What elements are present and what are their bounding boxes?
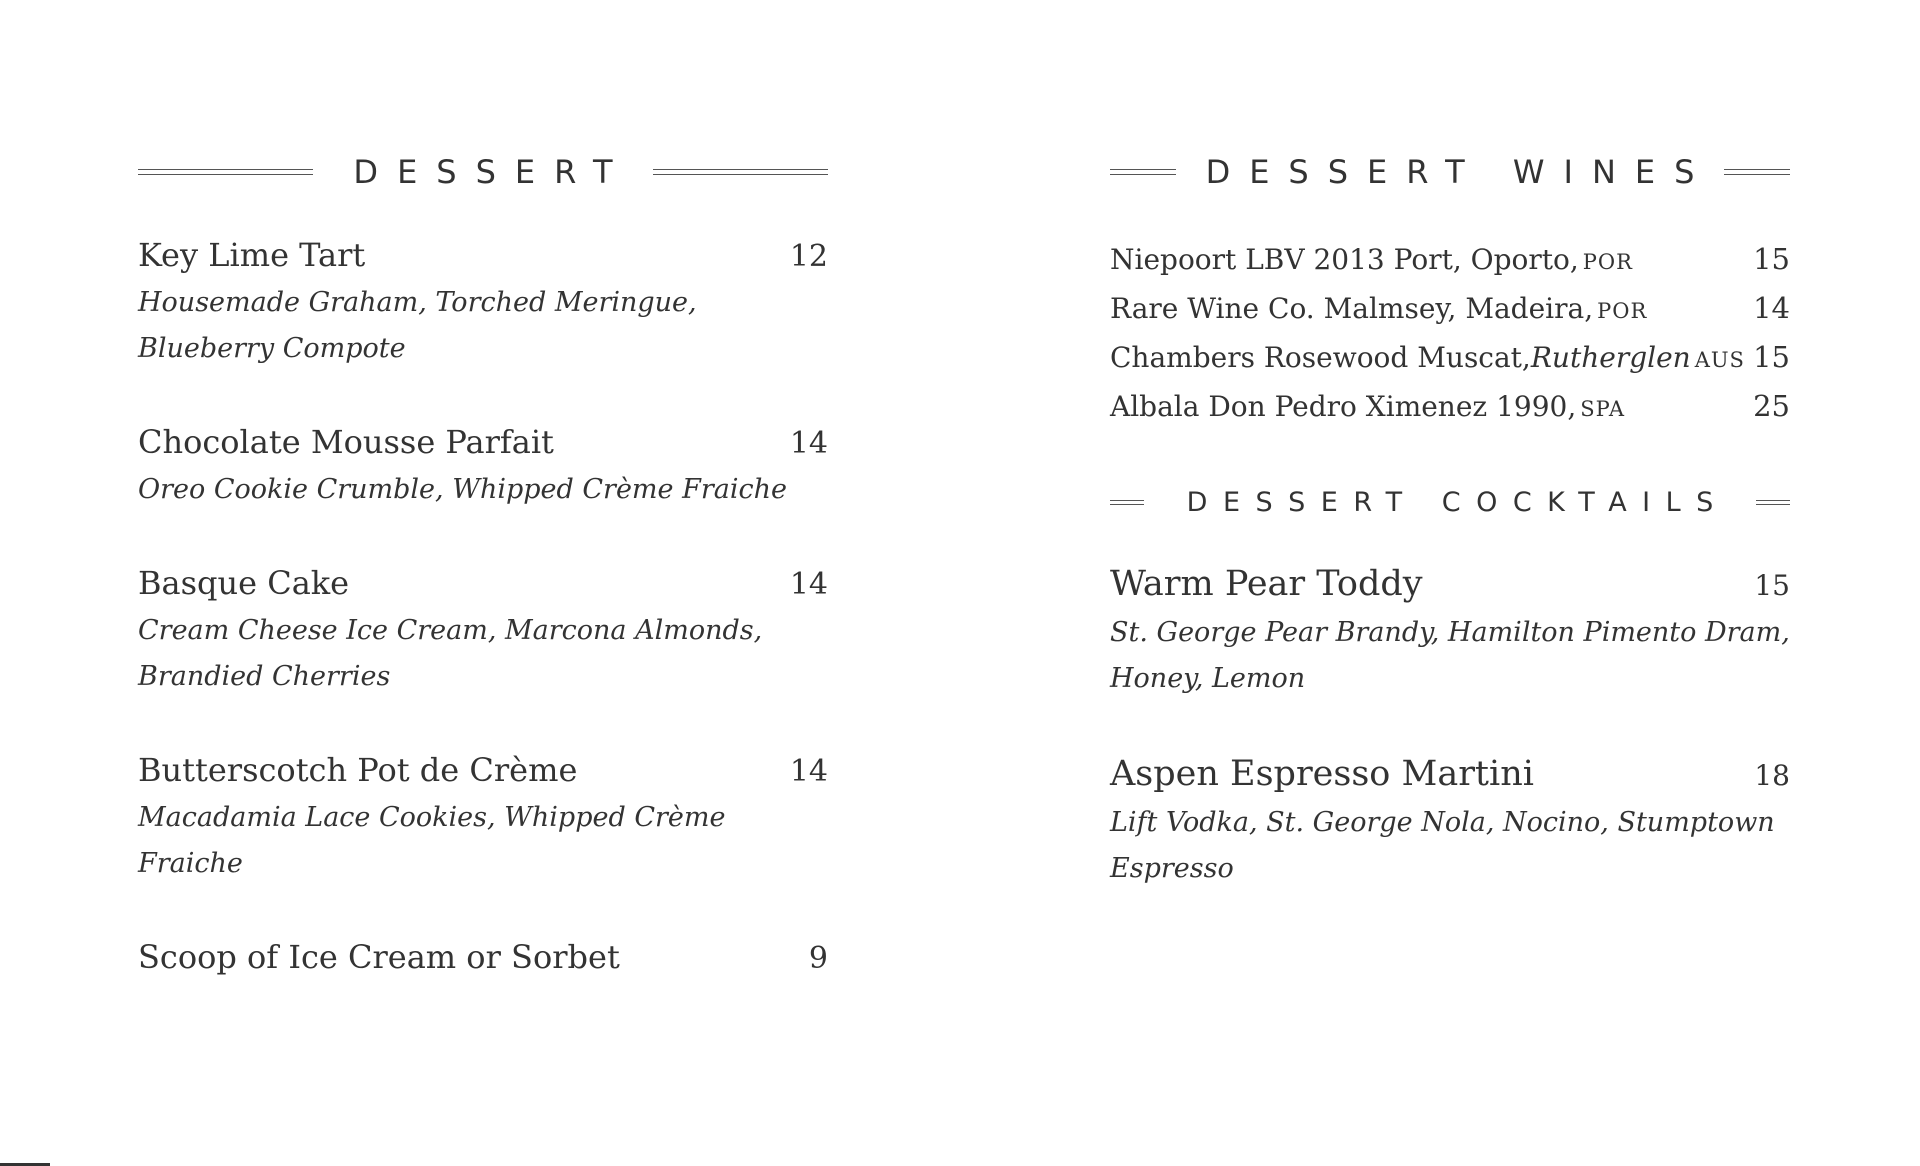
dessert-item-scoop-ice-cream xyxy=(138,934,828,982)
dessert-list xyxy=(138,232,828,982)
wine-country: AUS xyxy=(1694,348,1745,372)
item-price: 15 xyxy=(1754,569,1790,602)
item-name: Aspen Espresso Martini xyxy=(1110,754,1534,794)
wine-name: Niepoort LBV 2013 Port, Oporto, POR xyxy=(1110,243,1633,276)
wine-item xyxy=(1110,236,1790,285)
dessert-heading xyxy=(138,152,828,192)
item-price: 18 xyxy=(1754,759,1790,792)
dessert-wines-heading-text: DESSERT WINES xyxy=(1205,153,1714,191)
heading-rule-right xyxy=(1724,169,1790,175)
wine-country: POR xyxy=(1597,299,1648,323)
wine-name: Albala Don Pedro Ximenez 1990, SPA xyxy=(1110,390,1625,423)
cocktail-item-aspen-espresso-martini xyxy=(1110,750,1790,892)
heading-rule-left xyxy=(138,169,313,175)
wine-country: SPA xyxy=(1580,397,1625,421)
dessert-item-basque-cake xyxy=(138,560,828,700)
item-description-line: Honey, Lemon xyxy=(1110,663,1306,694)
wine-region: Rutherglen xyxy=(1530,341,1691,374)
cocktail-list xyxy=(1110,560,1790,892)
item-name: Butterscotch Pot de Crème xyxy=(138,751,578,789)
wine-price: 15 xyxy=(1753,340,1790,374)
heading-rule-left xyxy=(1110,169,1176,175)
wine-country: POR xyxy=(1582,250,1633,274)
wine-item xyxy=(1110,334,1790,383)
item-description-line: Housemade Graham, Torched Meringue, xyxy=(138,287,697,318)
wine-name: Chambers Rosewood Muscat,Rutherglen AUS xyxy=(1110,341,1745,374)
item-price: 14 xyxy=(789,426,828,461)
item-name: Chocolate Mousse Parfait xyxy=(138,423,554,461)
item-description-line: Espresso xyxy=(1110,853,1234,884)
item-description-line: Oreo Cookie Crumble, Whipped Crème Fraiche xyxy=(138,474,787,505)
dessert-cocktails-heading xyxy=(1110,482,1790,522)
dessert-item-key-lime-tart xyxy=(138,232,828,372)
heading-rule-right xyxy=(653,169,828,175)
item-name: Basque Cake xyxy=(138,564,350,602)
item-description-line: Macadamia Lace Cookies, Whipped Crème Fraiche xyxy=(138,802,726,879)
item-description-line: Brandied Cherries xyxy=(138,661,391,692)
cocktail-item-warm-pear-toddy xyxy=(1110,560,1790,702)
item-name: Key Lime Tart xyxy=(138,236,366,274)
dessert-cocktails-section xyxy=(1110,482,1790,892)
wine-name: Rare Wine Co. Malmsey, Madeira, POR xyxy=(1110,292,1648,325)
item-description-line: Lift Vodka, St. George Nola, Nocino, Stumptown xyxy=(1110,807,1775,838)
item-price: 14 xyxy=(789,754,828,789)
dessert-item-butterscotch-pot-de-creme xyxy=(138,747,828,887)
item-name: Warm Pear Toddy xyxy=(1110,564,1423,604)
dessert-heading-text: DESSERT xyxy=(353,153,632,191)
heading-rule-right xyxy=(1756,500,1790,505)
dessert-column xyxy=(138,152,828,1029)
item-price: 14 xyxy=(789,567,828,602)
wine-item xyxy=(1110,383,1790,432)
heading-rule-left xyxy=(1110,500,1144,505)
item-price: 12 xyxy=(789,239,828,274)
wine-item xyxy=(1110,285,1790,334)
item-description-line: St. George Pear Brandy, Hamilton Pimento Dram, xyxy=(1110,617,1790,648)
dessert-item-chocolate-mousse-parfait xyxy=(138,419,828,513)
item-description-line: Blueberry Compote xyxy=(138,333,406,364)
wine-price: 25 xyxy=(1753,389,1790,423)
dessert-wines-heading xyxy=(1110,152,1790,192)
item-name: Scoop of Ice Cream or Sorbet xyxy=(138,938,620,976)
item-price: 9 xyxy=(808,941,828,976)
item-description-line: Cream Cheese Ice Cream, Marcona Almonds, xyxy=(138,615,763,646)
wine-list xyxy=(1110,236,1790,432)
dessert-cocktails-heading-text: DESSERT COCKTAILS xyxy=(1186,486,1729,518)
wine-price: 15 xyxy=(1753,242,1790,276)
drinks-column xyxy=(1110,152,1790,940)
wine-price: 14 xyxy=(1753,291,1790,325)
